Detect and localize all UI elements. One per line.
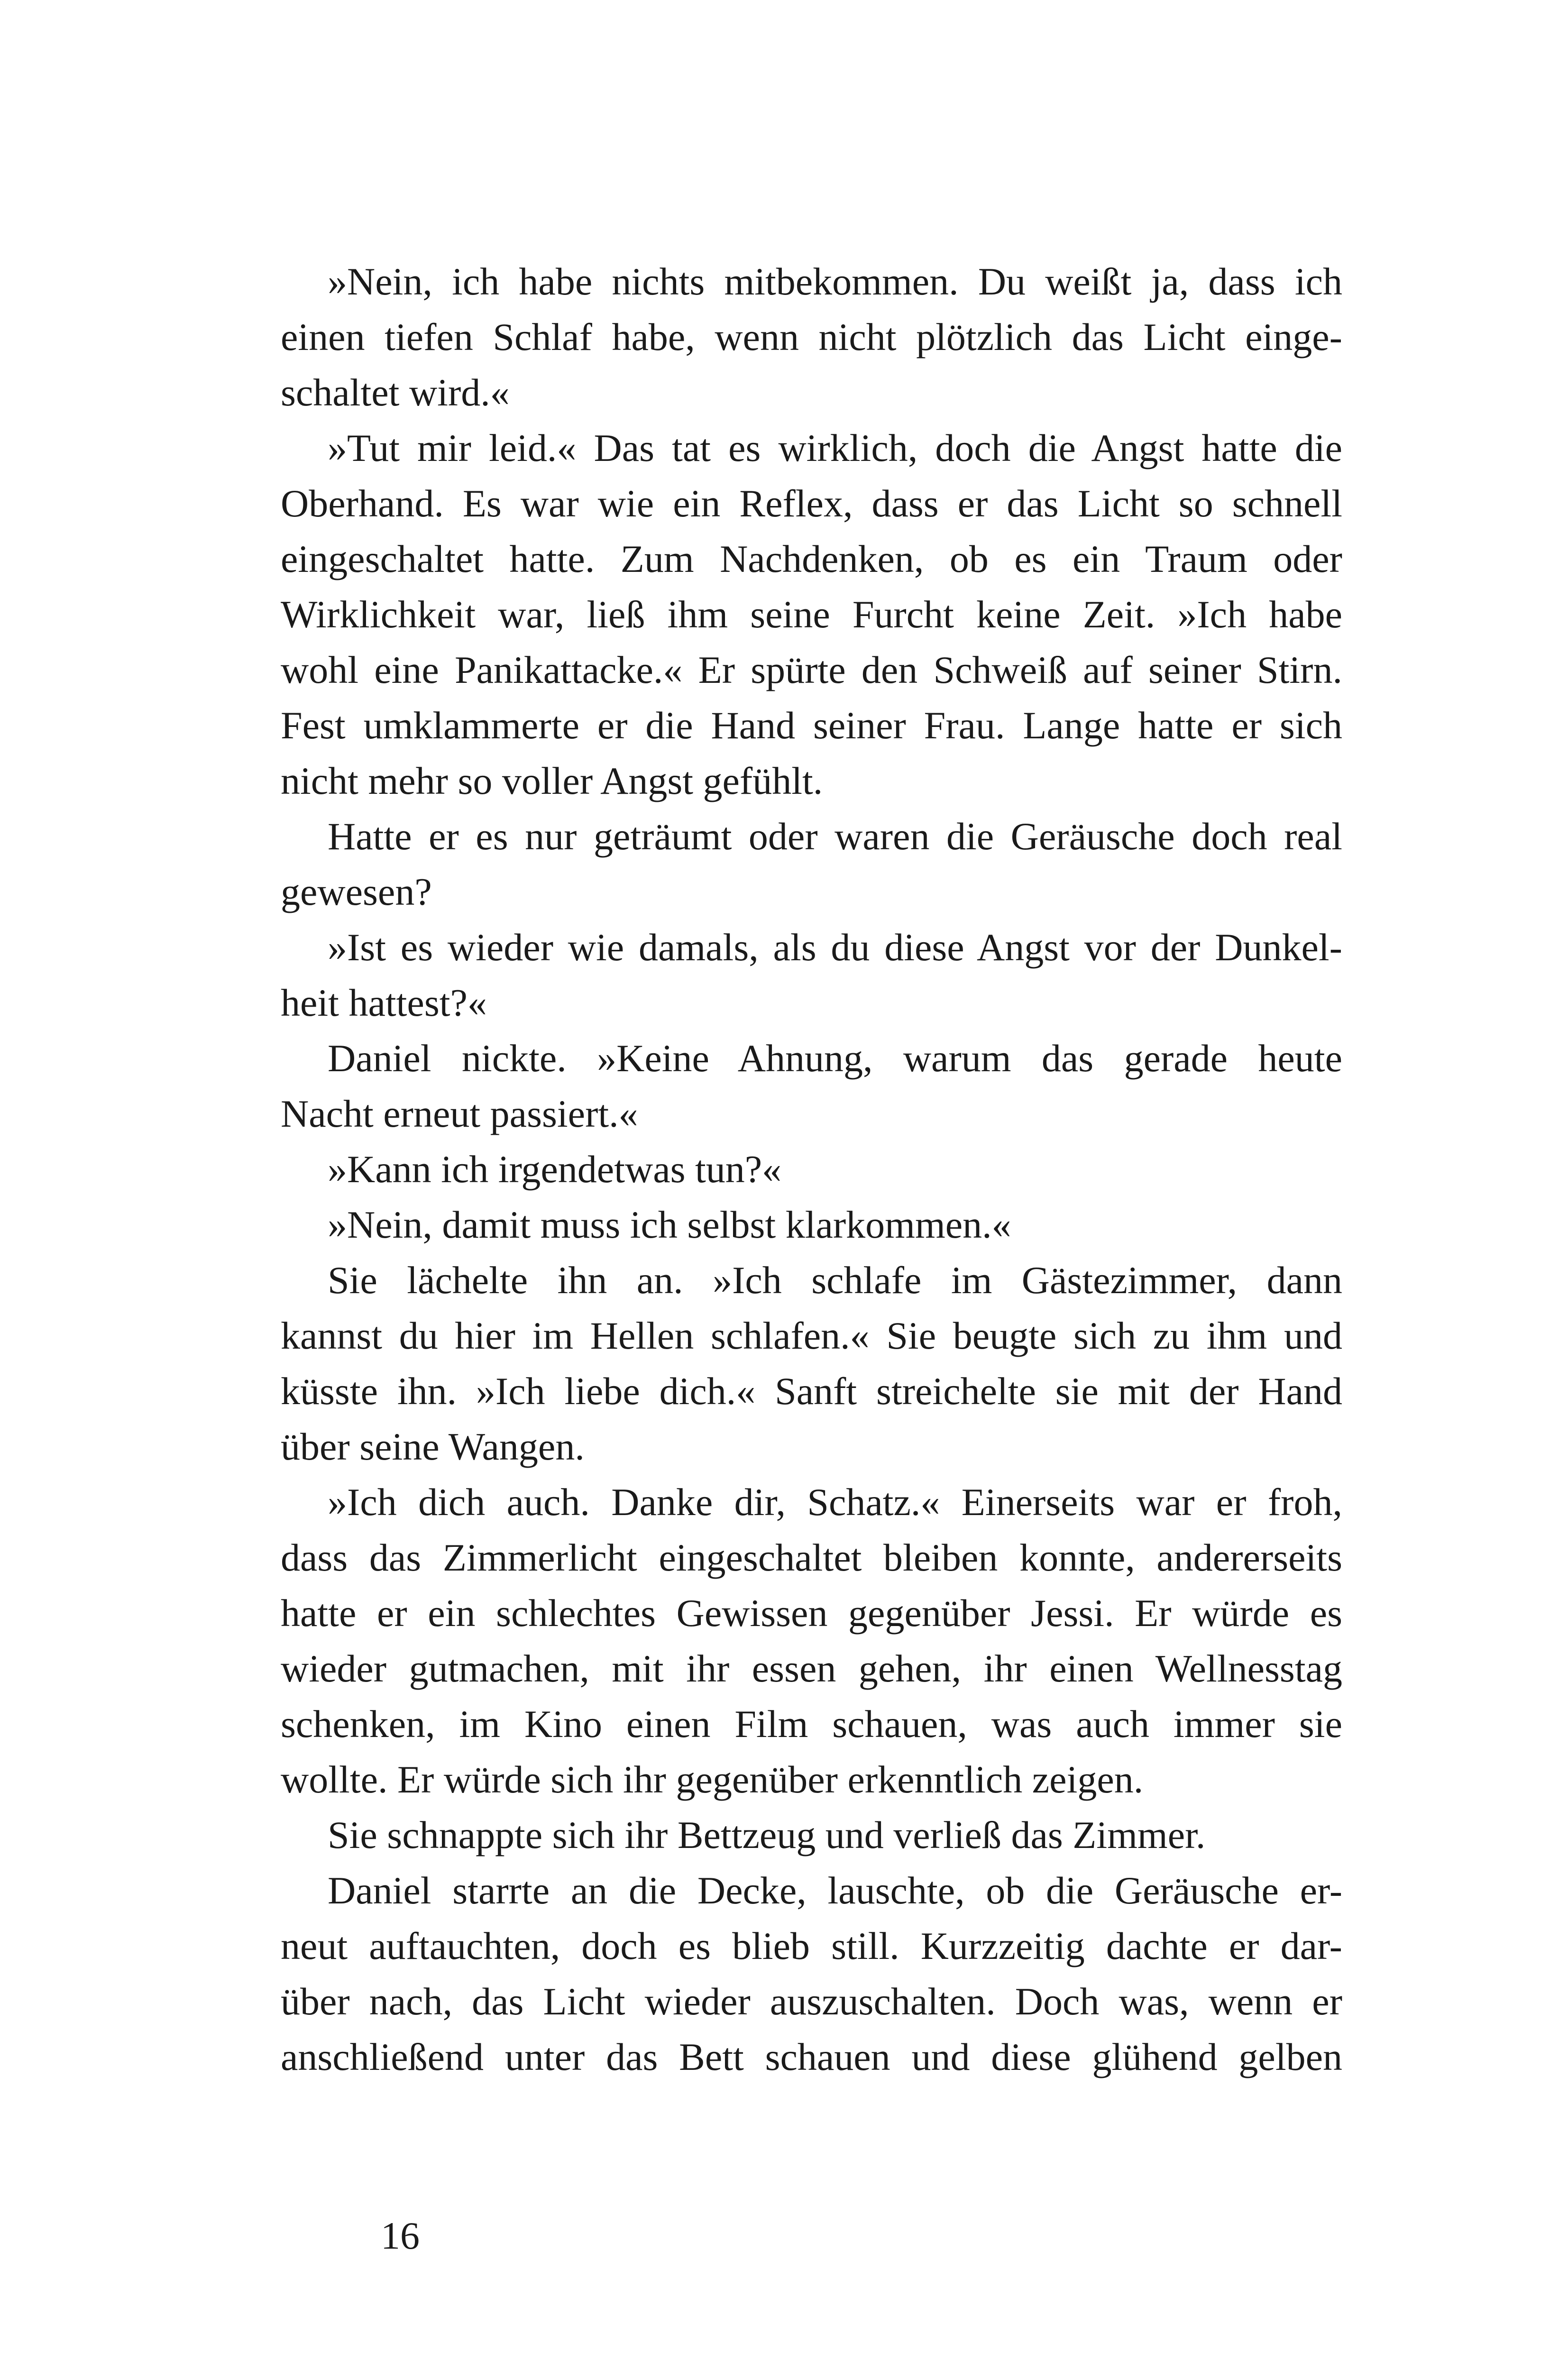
text-line: schenken, im Kino einen Film schauen, was auch immer sie [281, 1702, 1342, 1746]
paragraph [281, 254, 1342, 420]
text-line: über seine Wangen. [281, 1425, 585, 1468]
text-line: Sie lächelte ihn an. »Ich schlafe im Gästezimmer, dann [328, 1259, 1342, 1302]
text-line: gewesen? [281, 870, 432, 913]
text-line: »Tut mir leid.« Das tat es wirklich, doch die Angst hatte die [328, 426, 1342, 469]
paragraph [281, 1863, 1342, 2085]
text-line: »Nein, damit muss ich selbst klarkommen.« [328, 1203, 1011, 1246]
text-line: »Ist es wieder wie damals, als du diese Angst vor der Dunkel- [328, 926, 1342, 969]
paragraph [281, 1030, 1342, 1141]
text-line: »Nein, ich habe nichts mitbekommen. Du weißt ja, dass ich [328, 260, 1342, 303]
text-line: Wirklichkeit war, ließ ihm seine Furcht keine Zeit. »Ich habe [281, 593, 1342, 636]
text-line: Fest umklammerte er die Hand seiner Frau. Lange hatte er sich [281, 704, 1342, 747]
text-line: Sie schnappte sich ihr Bettzeug und verließ das Zimmer. [328, 1813, 1206, 1856]
paragraph [281, 919, 1342, 1030]
body-text [281, 254, 1342, 2085]
text-line: kannst du hier im Hellen schlafen.« Sie beugte sich zu ihm und [281, 1314, 1342, 1357]
text-line: Oberhand. Es war wie ein Reflex, dass er das Licht so schnell [281, 482, 1342, 525]
paragraph [281, 1141, 1342, 1197]
text-line: einen tiefen Schlaf habe, wenn nicht plötzlich das Licht einge- [281, 315, 1342, 358]
text-line: über nach, das Licht wieder auszuschalten. Doch was, wenn er [281, 1980, 1342, 2023]
text-line: eingeschaltet hatte. Zum Nachdenken, ob es ein Traum oder [281, 537, 1342, 580]
text-line: wollte. Er würde sich ihr gegenüber erkenntlich zeigen. [281, 1758, 1144, 1801]
text-line: neut auftauchten, doch es blieb still. Kurzzeitig dachte er dar- [281, 1924, 1342, 1967]
text-line: anschließend unter das Bett schauen und diese glühend gelben [281, 2035, 1342, 2078]
text-line: heit hattest?« [281, 981, 487, 1024]
text-line: schaltet wird.« [281, 371, 510, 414]
paragraph [281, 1197, 1342, 1252]
text-line: Daniel nickte. »Keine Ahnung, warum das gerade heute [328, 1037, 1342, 1080]
paragraph [281, 420, 1342, 809]
text-line: dass das Zimmerlicht eingeschaltet bleiben konnte, andererseits [281, 1536, 1342, 1579]
text-line: nicht mehr so voller Angst gefühlt. [281, 759, 823, 802]
text-line: wieder gutmachen, mit ihr essen gehen, ihr einen Wellnesstag [281, 1647, 1342, 1690]
text-line: Hatte er es nur geträumt oder waren die Geräusche doch real [328, 815, 1342, 858]
text-line: Daniel starrte an die Decke, lauschte, ob die Geräusche er- [328, 1869, 1342, 1912]
text-line: hatte er ein schlechtes Gewissen gegenüber Jessi. Er würde es [281, 1591, 1342, 1635]
text-line: küsste ihn. »Ich liebe dich.« Sanft streichelte sie mit der Hand [281, 1369, 1342, 1413]
paragraph [281, 809, 1342, 919]
text-line: »Kann ich irgendetwas tun?« [328, 1148, 782, 1191]
paragraph [281, 1252, 1342, 1474]
paragraph [281, 1474, 1342, 1807]
text-line: Nacht erneut passiert.« [281, 1092, 638, 1135]
text-line: wohl eine Panikattacke.« Er spürte den Schweiß auf seiner Stirn. [281, 648, 1342, 691]
paragraph [281, 1807, 1342, 1863]
page-number: 16 [381, 2214, 420, 2257]
text-line: »Ich dich auch. Danke dir, Schatz.« Einerseits war er froh, [328, 1480, 1342, 1524]
